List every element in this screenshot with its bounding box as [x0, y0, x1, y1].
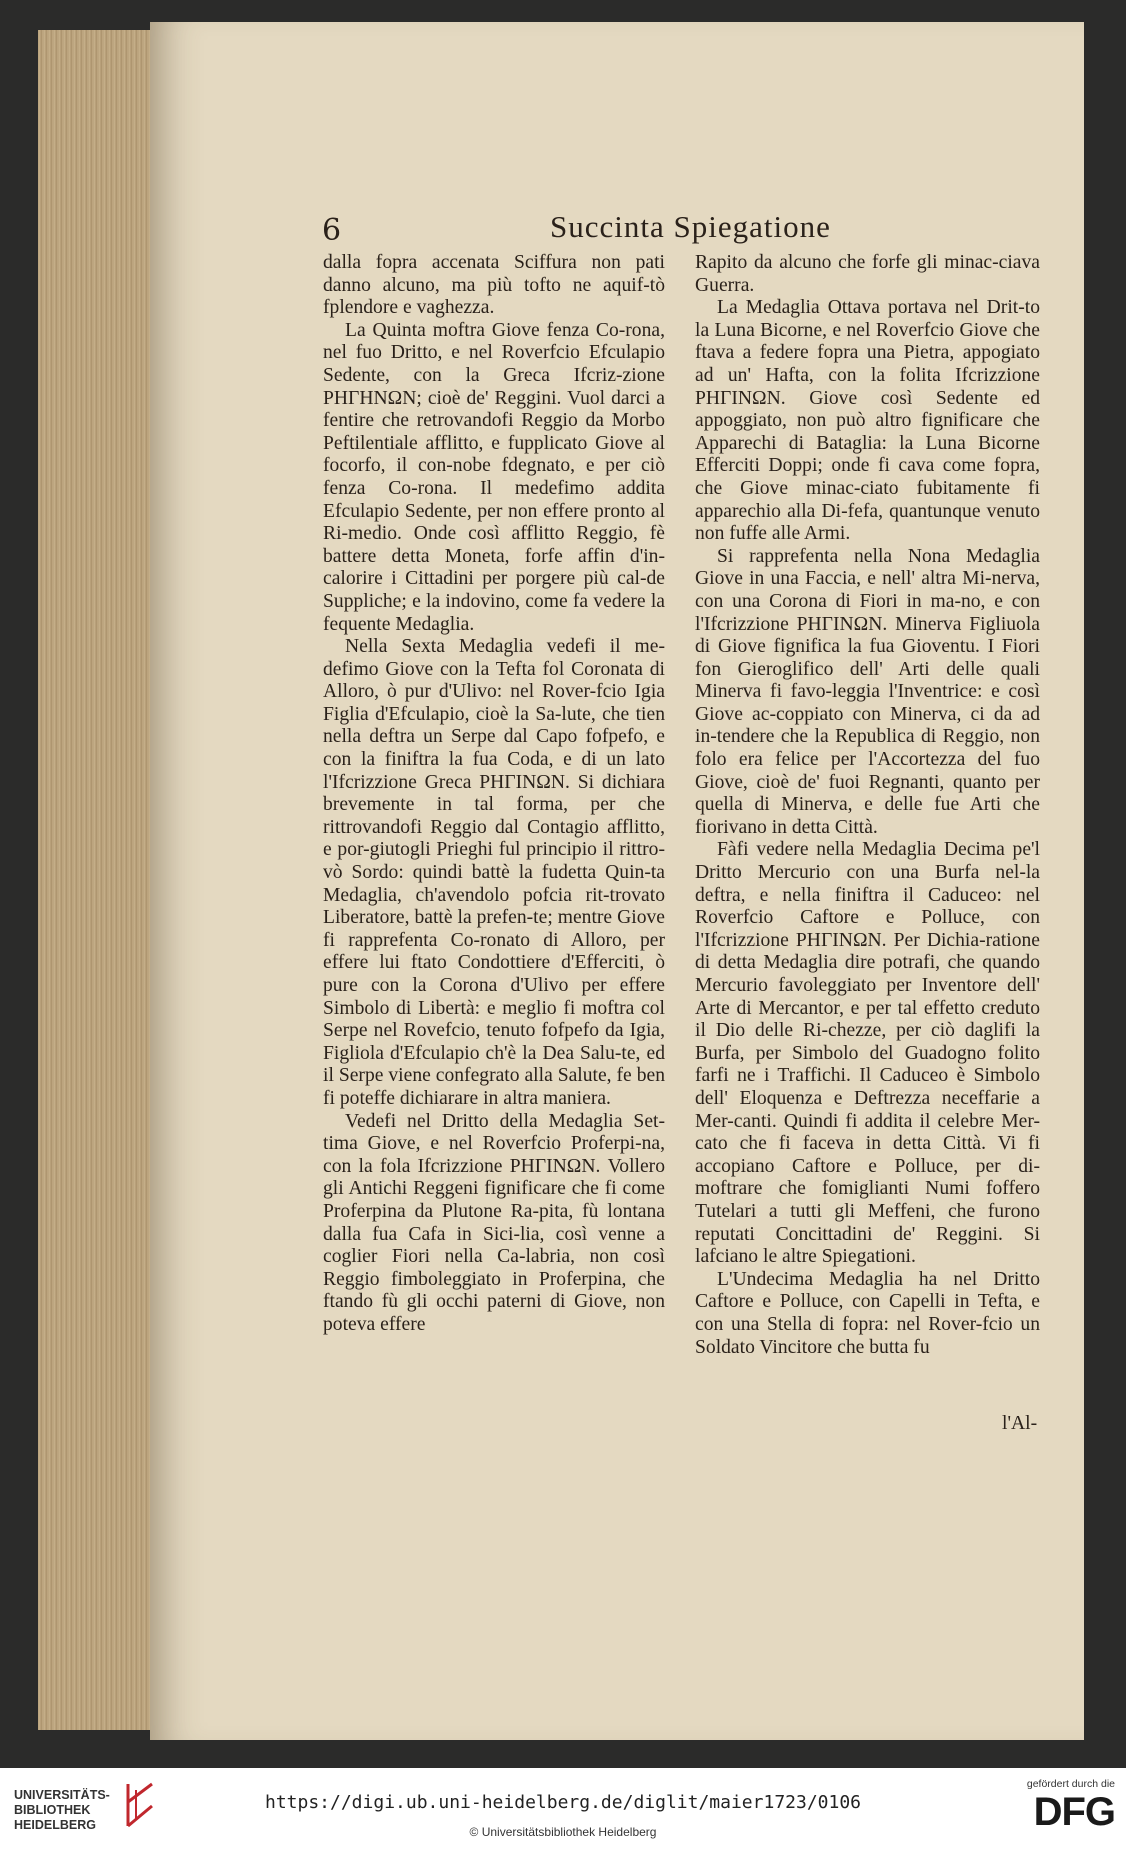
copyright-notice: © Universitätsbibliothek Heidelberg [469, 1825, 657, 1839]
paragraph: dalla fopra accenata Sciffura non pati danno alcuno, ma più tofto ne aquif-tò fplendore e vaghezza. [323, 252, 665, 319]
library-name-line: HEIDELBERG [14, 1818, 96, 1832]
running-head: Succinta Spiegatione [550, 209, 831, 244]
right-text-column [695, 252, 1040, 1359]
paragraph: Nella Sexta Medaglia vedefi il me-defimo Giove con la Tefta fol Coronata di Alloro, ò pur d'Ulivo: nel Rover-fcio Igia Figlia d'Efculapio, cioè la Sa-lute, che tien nella deftra un Serpe dal Capo fofpefo, e con la finiftra la fua Coda, e di un lato l'Ifcrizzione Greca ΡΗΓΙΝΩΝ. Si dichiara brevemente in tal forma, per che rittrovandofi Reggio dal Contagio afflitto, e por-giutogli Prieghi ful principio il rittro-vò Sordo: quindi battè la fudetta Quin-ta Medaglia, ch'avendolo pofcia rit-trovato Liberatore, battè la prefen-te; mentre Giove fi rapprefenta Co-ronato di Alloro, per effere lui ftato Condottiere d'Efferciti, ò pure con la Corona d'Ulivo per effere Simbolo di Libertà: e meglio fi moftra col Serpe nel Rovefcio, tenuto fofpefo da Igia, Figliola d'Efculapio ch'è la Dea Salu-te, ed il Serpe viene confegrato alla Salute, fe ben fi poteffe dichiarare in altra maniera. [323, 636, 665, 1109]
dfg-logo[interactable] [1000, 1778, 1115, 1834]
paragraph: L'Undecima Medaglia ha nel Dritto Caftore e Polluce, con Capelli in Tefta, e con una Stella di fopra: nel Rover-fcio un Soldato Vincitore che butta fu [695, 1268, 1040, 1358]
funder-name: DFG [1033, 1790, 1115, 1834]
book-page-edges [38, 30, 166, 1730]
paragraph: La Medaglia Ottava portava nel Drit-to la Luna Bicorne, e nel Roverfcio Giove che ftava a federe fopra una Pietra, appogiato ad un' Hafta, con la folita Ifcrizzione ΡΗΓΙΝΩΝ. Giove così Sedente ed appoggiato, non può altro fignificare che Apparechi di Bataglia: la Luna Bicorne Efferciti Doppi; onde fi cava come fopra, che Giove minac-ciato fubitamente fi apparechio alla Di-fefa, quantunque venuto non fuffe alle Armi. [695, 297, 1040, 545]
library-name-line: UNIVERSITÄTS- [14, 1788, 110, 1802]
paragraph: Fàfi vedere nella Medaglia Decima pe'l Dritto Mercurio con una Burfa nel-la deftra, e nella finiftra il Caduceo: nel Roverfcio Caftore e Polluce, con l'Ifcrizzione ΡΗΓΙΝΩΝ. Per Dichia-ratione di detta Medaglia dire potrafi, che quando Mercurio favoleggiato per Inventore dell' Arte di Mercantor, e per tal effetto creduto il Dio delle Ri-chezze, per ciò daglifi la Burfa, per Simbolo del Guadogno folito farfi ne i Traffichi. Il Caduceo è Simbolo dell' Eloquenza e Deftrezza neceffarie a Mer-canti. Quindi fi addita il celebre Mer-cato che fi faceva in detta Città. Vi fi accopiano Caftore e Polluce, per di-moftrare che fomiglianti Numi foffero Tutelari a tutti gli Meffeni, che furono reputati Concittadini de' Reggini. Si lafciano le altre Spiegationi. [695, 839, 1040, 1268]
permalink-url[interactable]: https://digi.ub.uni-heidelberg.de/diglit/maier1723/0106 [264, 1792, 862, 1813]
left-text-column [323, 252, 665, 1337]
paragraph: Si rapprefenta nella Nona Medaglia Giove in una Faccia, e nell' altra Mi-nerva, con una Corona di Fiori in ma-no, e con l'Ifcrizzione ΡΗΓΙΝΩΝ. Minerva Figliuola di Giove fignifica la fua Gioventu. I Fiori fon Gieroglifico dell' Arti delle quali Minerva fi favo-leggia l'Inventrice: e così Giove ac-coppiato con Minerva, ci da ad in-tendere che la Republica di Reggio, non folo era felice per l'Accortezza del fuo Giove, cioè de' fuoi Regnanti, quanto per quella di Minerva, e delle fue Arti che fiorivano in detta Città. [695, 545, 1040, 838]
page-header [322, 209, 842, 257]
page-number: 6 [322, 213, 342, 248]
paragraph: La Quinta moftra Giove fenza Co-rona, nel fuo Dritto, e nel Roverfcio Efculapio Sedente, con la Greca Ifcriz-zione ΡΗΓΗΝΩΝ; cioè de' Reggini. Vuol darci a fentire che retrovandofi Reggio da Morbo Peftilentiale afflitto, e fupplicato Giove al focorfo, il con-nobe fdegnato, e per ciò fenza Co-rona. Il medefimo addita Efculapio Sedente, per non effere pronto al Ri-medio. Onde così afflitto Reggio, fè battere detta Moneta, forfe affin d'in-calorire i Cittadini per porgere più cal-de Suppliche; e la indovino, come fa vedere la fequente Medaglia. [323, 319, 665, 635]
funding-note: gefördert durch die [1026, 1778, 1115, 1790]
paragraph: Vedefi nel Dritto della Medaglia Set-tima Giove, e nel Roverfcio Proferpi-na, con la fola Ifcrizzione ΡΗΓΙΝΩΝ. Vollero gli Antichi Reggeni fignificare che fi come Proferpina da Plutone Ra-pita, fù lontana dalla fua Cafa in Sici-lia, così venne a coglier Fiori nella Ca-labria, non così Reggio fimboleggiato in Proferpina, che ftando fù gli occhi paterni di Giove, non poteva effere [323, 1110, 665, 1335]
paragraph: Rapito da alcuno che forfe gli minac-ciava Guerra. [695, 252, 1040, 296]
library-name-line: BIBLIOTHEK [14, 1803, 91, 1817]
catchword: l'Al- [1002, 1413, 1038, 1434]
